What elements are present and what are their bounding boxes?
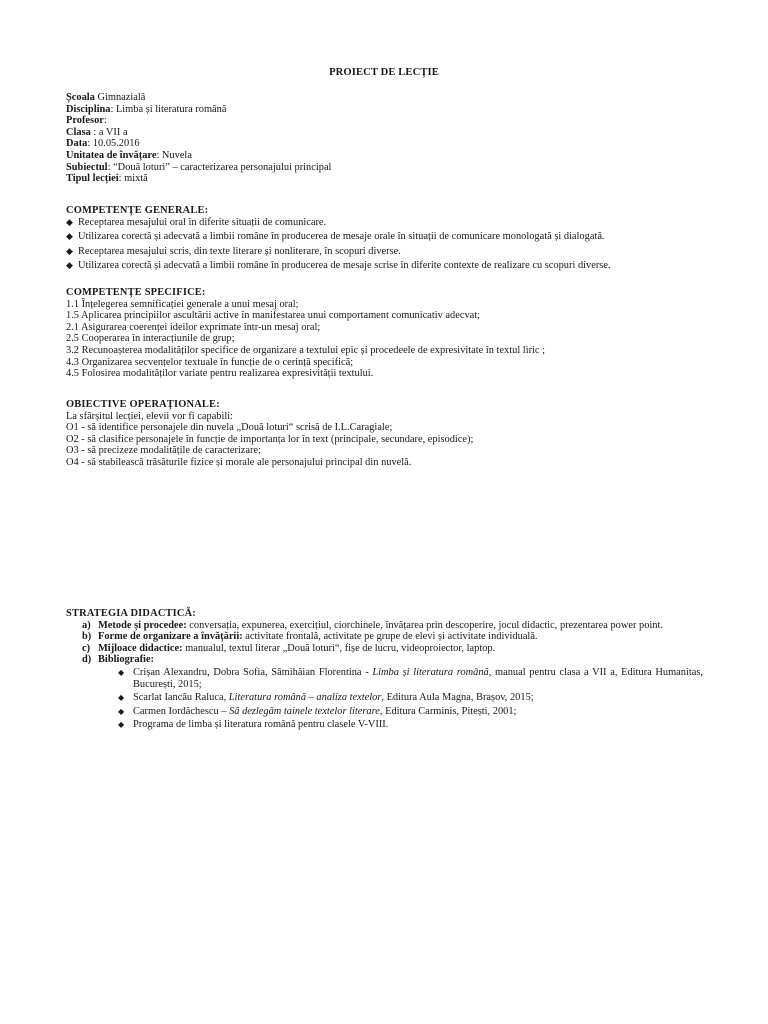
info-subject [66,162,706,174]
lesson-info [66,92,706,185]
info-value: : mixtă [118,173,148,185]
info-lesson-type [66,173,706,185]
document-title: PROIECT DE LECȚIE [329,67,439,78]
info-label: Clasa [66,126,91,138]
info-school [66,92,706,104]
strategy-item: d) Bibliografie: [82,654,154,666]
section-heading: OBIECTIVE OPERAȚIONALE: [66,399,220,410]
info-label: Tipul lecției [66,173,119,185]
list-item: ◆ Receptarea mesajului scris, din texte literare și nonliterare, în scopuri diverse. [66,245,401,257]
list-item: 1.1 Înțelegerea semnificației generale a unui mesaj oral; [66,298,299,310]
info-teacher [66,115,706,127]
info-label: Școala [66,92,95,103]
bibliography-item: ◆ Crișan Alexandru, Dobra Sofia, Sâmihăian Florentina - Limba și literatura română, manual pentru clasa a VII a, Editura Humanitas, București, 2015; [118,666,703,690]
info-date [66,138,706,150]
diamond-bullet-icon: ◆ [66,216,73,227]
list-item: 4.3 Organizarea secvențelor textuale în funcție de o cerință specifică; [66,356,354,368]
info-label: Data [66,138,88,150]
list-item: O1 - să identifice personajele din nuvela „Două loturi“ scrisă de I.L.Caragiale; [66,422,393,434]
info-label: Disciplina [66,103,111,115]
info-label: Unitatea de învățare [66,149,157,161]
list-item: 4.5 Folosirea modalităților variate pentru realizarea expresivității textului. [66,368,374,380]
list-item: 1.5 Aplicarea principiilor ascultării active în manifestarea unui comportament comunicativ adecvat; [66,310,481,322]
section-heading: COMPETENȚE GENERALE: [66,205,209,216]
info-unit [66,150,706,162]
info-class [66,127,706,139]
section-heading: STRATEGIA DIDACTICĂ: [66,608,196,619]
list-item: 2.1 Asigurarea coerenței ideilor exprimate într-un mesaj oral; [66,321,321,333]
diamond-bullet-icon: ◆ [66,231,73,242]
list-item: O3 - să precizeze modalitățile de caracterizare; [66,445,261,457]
bibliography-item: ◆ Carmen Iordăchescu – Să dezlegăm tainele textelor literare, Editura Carminis, Pitești, 2001; [118,705,517,717]
info-label: Subiectul [66,161,108,173]
operational-objectives [66,399,706,469]
bibliography-item: ◆ Programa de limba și literatura română pentru clasele V-VIII. [118,719,389,731]
info-value: : 10.05.2016 [87,138,140,150]
section-heading: COMPETENȚE SPECIFICE: [66,287,206,298]
diamond-bullet-icon: ◆ [118,693,125,703]
info-value: Gimnazială [94,92,146,103]
info-value: : Limba și literatura română [110,103,227,115]
diamond-bullet-icon: ◆ [118,667,125,677]
list-item: O4 - să stabilească trăsăturile fizice și morale ale personajului principal din nuvelă. [66,456,412,468]
list-item: ◆ Utilizarea corectă și adecvată a limbii române în producerea de mesaje scrise în diferite contexte de realizare cu scopuri diverse. [66,260,611,272]
strategy-item: b) Forme de organizare a învățării: activitate frontală, activitate pe grupe de elevi și activitate individuală. [82,631,538,643]
diamond-bullet-icon: ◆ [66,260,73,271]
bibliography-item: ◆ Scarlat Iancău Raluca, Literatura română – analiza textelor, Editura Aula Magna, Brașov, 2015; [118,692,534,704]
list-item: ◆ Utilizarea corectă și adecvată a limbii române în producerea de mesaje orale în situații de comunicare monologată și dialogată. [66,231,605,243]
diamond-bullet-icon: ◆ [118,706,125,716]
specific-competences [66,287,706,380]
info-value: : a VII a [90,126,128,138]
list-item: O2 - să clasifice personajele în funcție de importanța lor în text (principale, secundare, episodice); [66,433,474,445]
info-discipline [66,104,706,116]
list-item: 2.5 Cooperarea în interacțiunile de grup; [66,333,235,345]
diamond-bullet-icon: ◆ [118,720,125,730]
info-value: : Nuvela [156,149,192,161]
strategy-item: c) Mijloace didactice: manualul, textul literar „Două loturi“, fișe de lucru, videoproiector, laptop. [82,642,496,654]
diamond-bullet-icon: ◆ [66,245,73,256]
list-item: ◆ Receptarea mesajului oral în diferite situații de comunicare. [66,216,327,228]
strategy-item: a) Metode și procedee: conversația, expunerea, exercițiul, ciorchinele, învățarea prin descoperire, jocul didactic, prezentarea power point. [82,619,663,631]
info-value: : “Două loturi” – caracterizarea personajului principal [107,161,332,173]
list-item: 3.2 Recunoașterea modalităților specifice de organizare a textului epic și procedeele de expresivitate în textul liric ; [66,344,546,356]
general-competences [66,205,706,272]
teaching-strategy [66,608,706,731]
info-label: Profesor [66,115,104,127]
info-value: : [103,115,107,127]
objectives-intro: La sfârșitul lecției, elevii vor fi capabili: [66,410,234,422]
